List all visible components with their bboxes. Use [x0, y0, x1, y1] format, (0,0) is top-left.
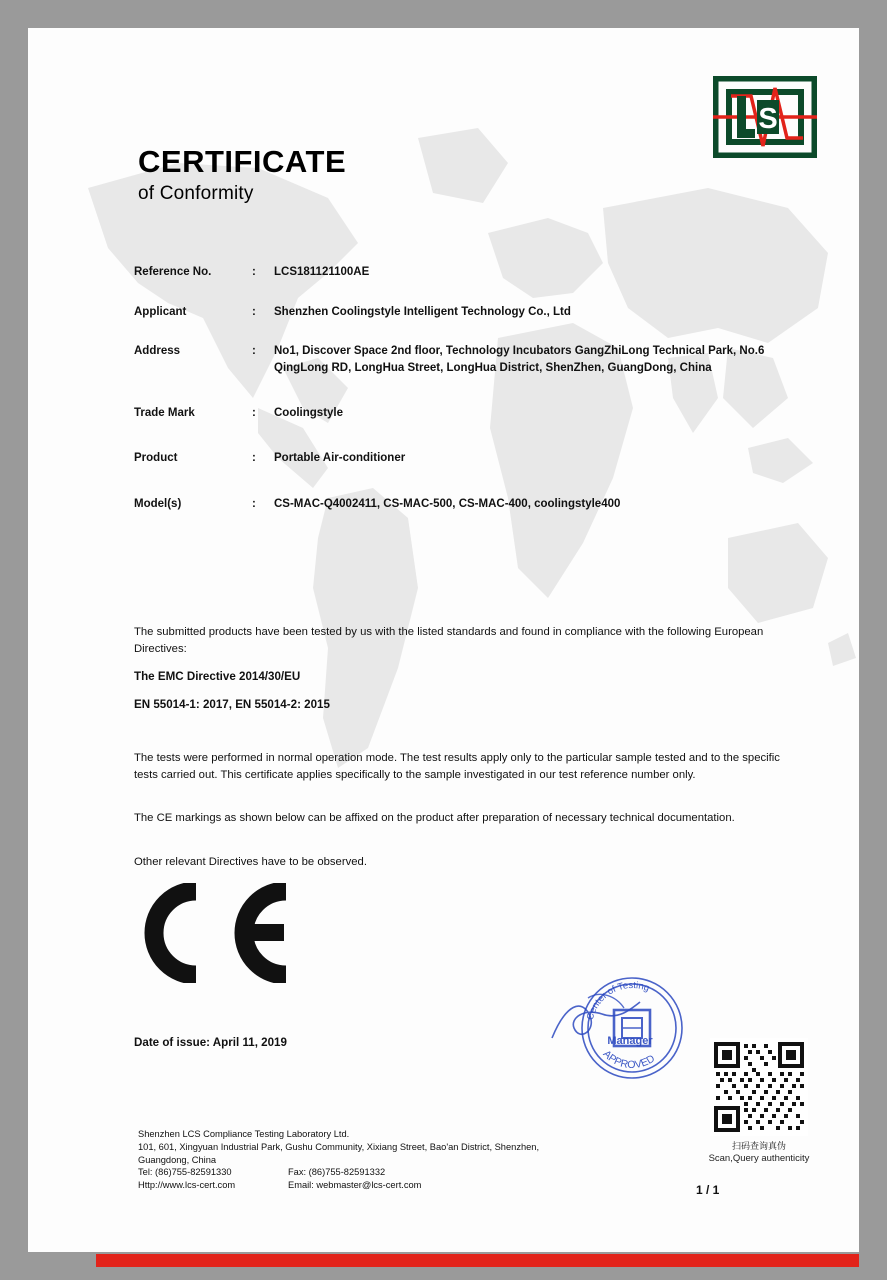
field-label: Reference No. — [134, 266, 212, 278]
field-label: Applicant — [134, 305, 187, 318]
page-number: 1 / 1 — [696, 1183, 720, 1197]
svg-text:S: S — [758, 103, 778, 135]
title-block — [138, 146, 346, 205]
field-colon: : — [252, 305, 256, 318]
ce-mark-icon — [134, 883, 294, 983]
field-row — [134, 264, 794, 281]
emc-directive: The EMC Directive 2014/30/EU — [134, 670, 301, 683]
field-label: Product — [134, 452, 178, 465]
date-of-issue: Date of issue: April 11, 2019 — [134, 1036, 287, 1049]
field-label: Address — [134, 345, 181, 358]
field-row — [134, 405, 794, 422]
qr-section — [704, 1038, 814, 1164]
field-label: Model(s) — [134, 498, 182, 511]
qr-caption-english: Scan,Query authenticity — [708, 1153, 810, 1164]
field-value: LCS181121100AE — [274, 266, 370, 278]
field-colon: : — [252, 452, 256, 465]
field-value: No1, Discover Space 2nd floor, Technology Incubators GangZhiLong Technical Park, No.6 QingLong RD, LongHua Street, LongHua District, ShenZhen, GuangDong, China — [274, 345, 765, 375]
field-row — [134, 450, 794, 467]
footer-company: Shenzhen LCS Compliance Testing Laboratory Ltd. — [138, 1129, 350, 1139]
field-colon: : — [252, 266, 256, 278]
footer-fax: Fax: (86)755-82591332 — [288, 1167, 386, 1178]
field-colon: : — [252, 345, 256, 358]
field-label: Trade Mark — [134, 406, 195, 419]
footer-email[interactable]: Email: webmaster@lcs-cert.com — [288, 1180, 422, 1191]
compliance-paragraph: The submitted products have been tested by us with the listed standards and found in compliance with the following European Directives: — [134, 626, 764, 655]
field-value: Coolingstyle — [274, 406, 344, 419]
field-row — [134, 496, 794, 513]
field-colon: : — [252, 406, 256, 419]
qr-caption-chinese: 扫码查询真伪 — [731, 1141, 786, 1151]
footer-address-line-2: Guangdong, China — [138, 1154, 217, 1165]
bottom-right-red-bar — [96, 1254, 859, 1267]
page-title: CERTIFICATE — [138, 144, 347, 179]
qr-code-icon[interactable] — [710, 1038, 808, 1136]
approval-stamp — [544, 968, 714, 1093]
svg-text:Manager: Manager — [607, 1035, 653, 1047]
page-subtitle: of Conformity — [138, 182, 254, 204]
field-row — [134, 304, 794, 321]
svg-text:APPROVED: APPROVED — [600, 1047, 658, 1072]
field-value: Portable Air-conditioner — [274, 452, 406, 465]
lcs-logo — [713, 76, 817, 158]
certificate-paper — [28, 28, 859, 1252]
field-colon: : — [252, 498, 256, 511]
footer-block — [138, 1128, 678, 1192]
test-conditions-paragraph: The tests were performed in normal operation mode. The test results apply only to the particular sample tested and to the specific tests carried out. This certificate applies specifically to the sample investigated in our test reference number only. — [134, 752, 780, 781]
certificate-fields — [134, 264, 794, 536]
field-value: Shenzhen Coolingstyle Intelligent Technology Co., Ltd — [274, 305, 571, 318]
standards-list: EN 55014-1: 2017, EN 55014-2: 2015 — [134, 698, 330, 711]
svg-text:Center of Testing: Center of Testing — [584, 979, 651, 1022]
footer-address-line-1: 101, 601, Xingyuan Industrial Park, Gushu Community, Xixiang Street, Bao'an District, Shenzhen, — [138, 1141, 540, 1152]
field-row — [134, 343, 794, 376]
ce-marking-paragraph: The CE markings as shown below can be affixed on the product after preparation of necessary technical documentation. — [134, 812, 735, 824]
footer-website[interactable]: Http://www.lcs-cert.com — [138, 1180, 236, 1191]
footer-tel: Tel: (86)755-82591330 — [138, 1167, 232, 1178]
other-directives-paragraph: Other relevant Directives have to be observed. — [134, 856, 367, 868]
field-value: CS-MAC-Q4002411, CS-MAC-500, CS-MAC-400, coolingstyle400 — [274, 498, 621, 511]
